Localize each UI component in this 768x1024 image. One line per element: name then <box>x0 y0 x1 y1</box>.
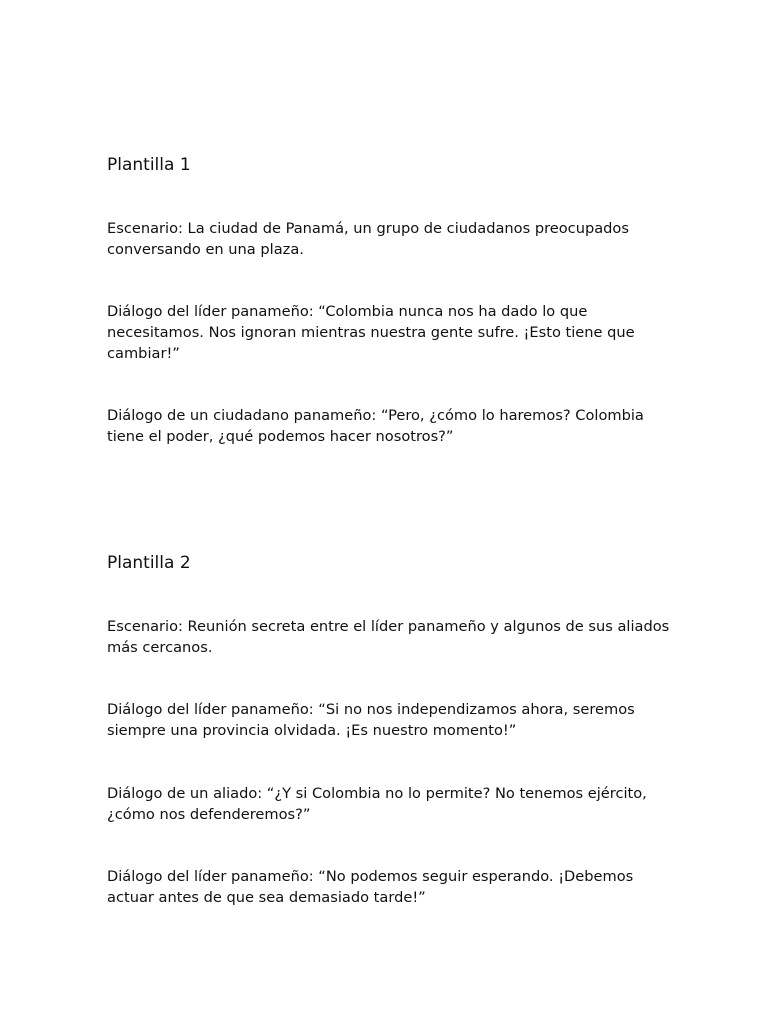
template-1-leader-dialogue: Diálogo del líder panameño: “Colombia nunca nos ha dado lo que necesitamos. Nos ignoran mientras nuestra gente sufre. ¡Esto tiene que cambiar!” <box>107 303 635 362</box>
template-1-title: Plantilla 1 <box>107 155 191 175</box>
template-2-title: Plantilla 2 <box>107 553 191 573</box>
template-2-leader-dialogue-final: Diálogo del líder panameño: “No podemos seguir esperando. ¡Debemos actuar antes de que sea demasiado tarde!” <box>107 868 634 906</box>
template-1-citizen-dialogue: Diálogo de un ciudadano panameño: “Pero, ¿cómo lo haremos? Colombia tiene el poder, ¿qué podemos hacer nosotros?” <box>107 407 644 445</box>
template-1-scenario: Escenario: La ciudad de Panamá, un grupo de ciudadanos preocupados conversando en una plaza. <box>107 220 629 258</box>
template-2-ally-dialogue: Diálogo de un aliado: “¿Y si Colombia no lo permite? No tenemos ejército, ¿cómo nos defenderemos?” <box>107 785 647 823</box>
template-2-scenario: Escenario: Reunión secreta entre el líder panameño y algunos de sus aliados más cercanos. <box>107 618 670 656</box>
template-2-leader-dialogue: Diálogo del líder panameño: “Si no nos independizamos ahora, seremos siempre una provincia olvidada. ¡Es nuestro momento!” <box>107 701 635 739</box>
